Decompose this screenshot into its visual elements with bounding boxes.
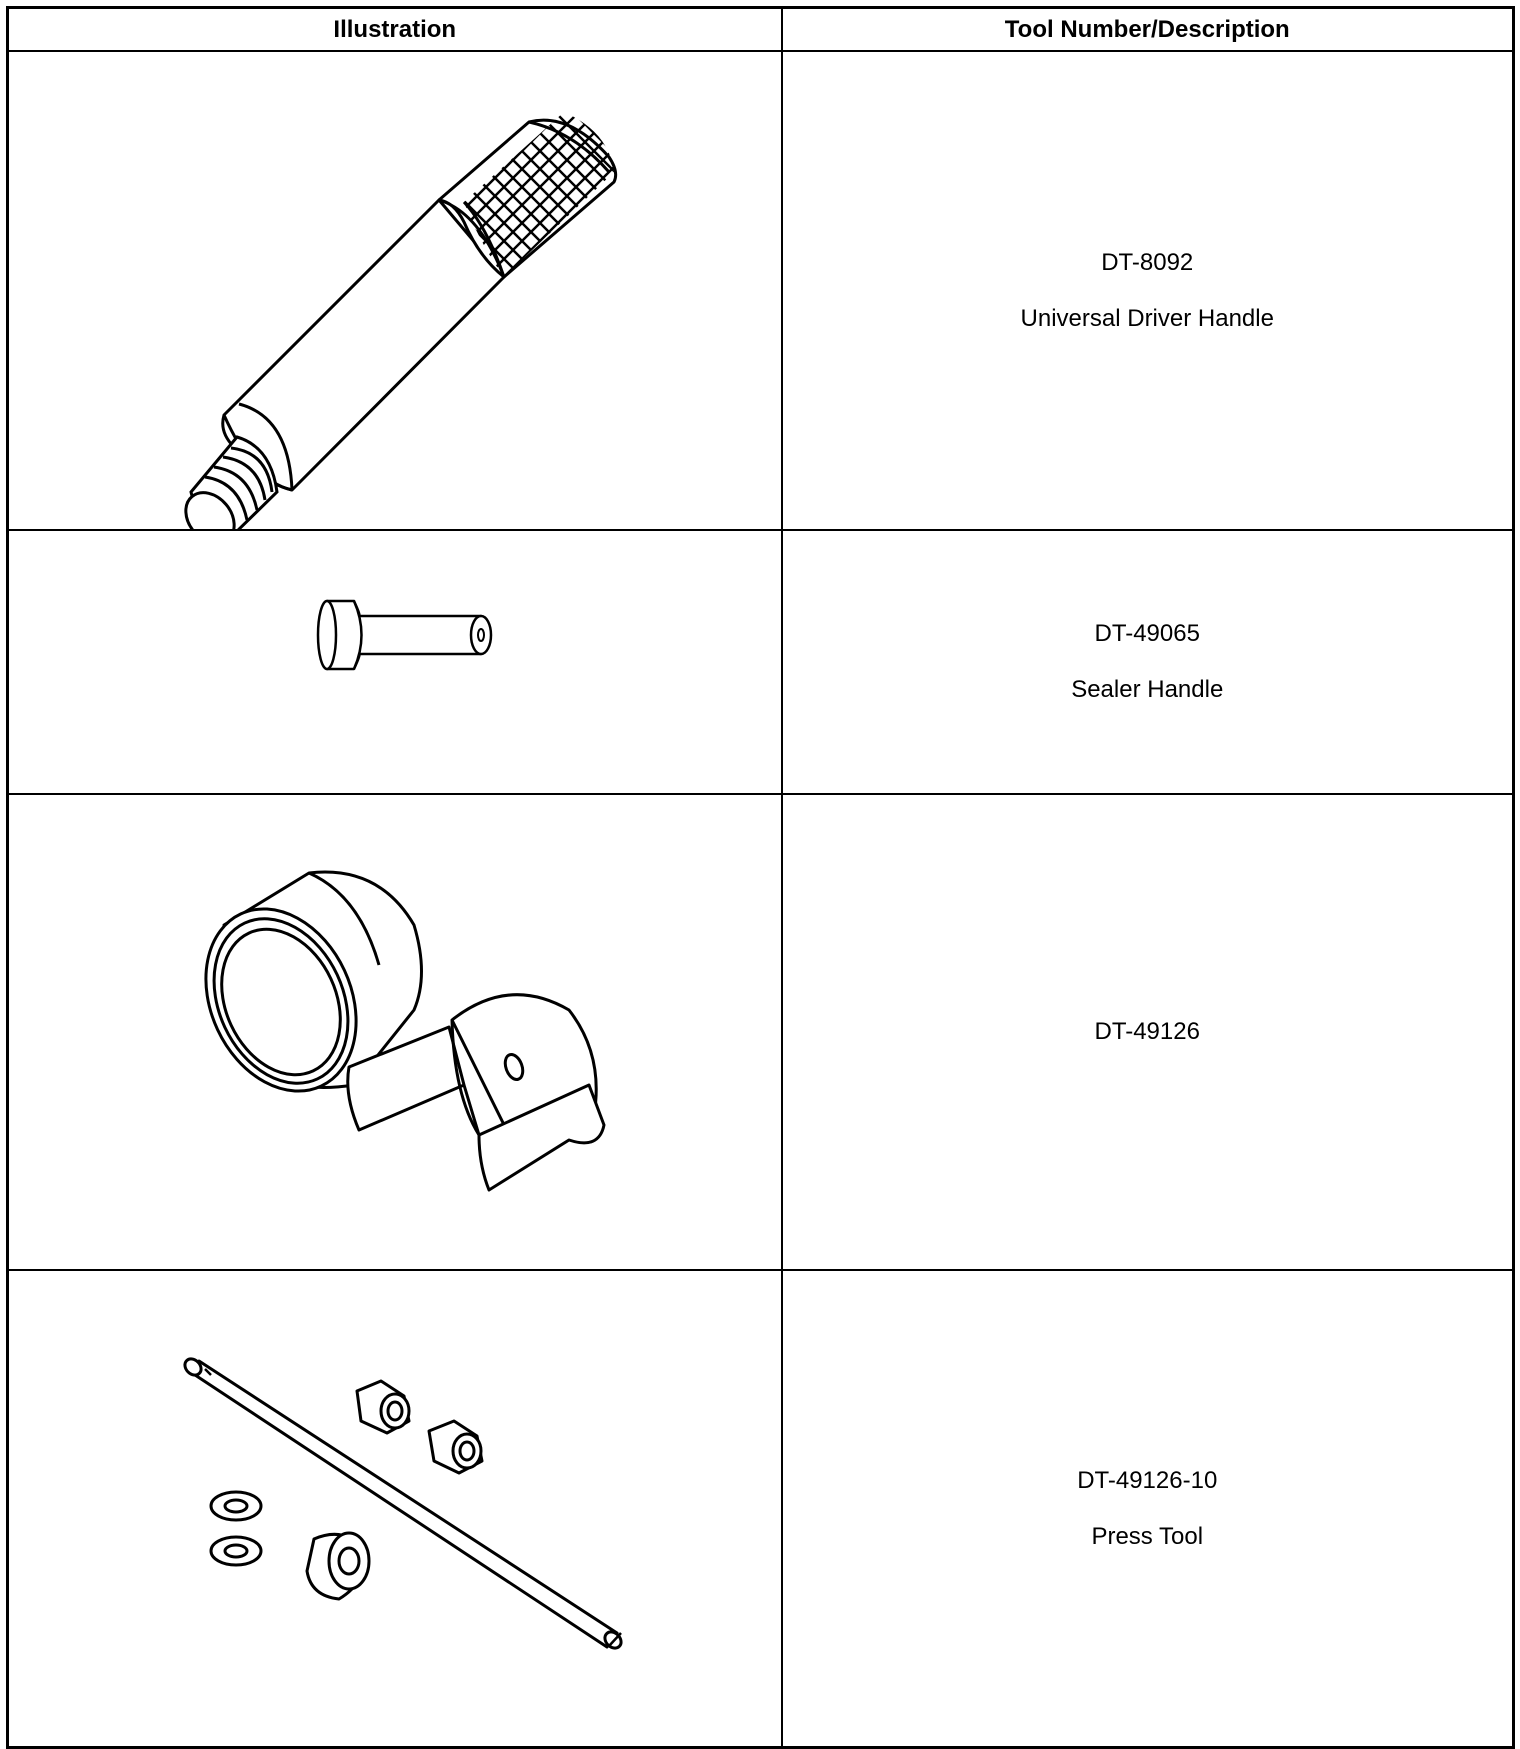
illustration-cell: [8, 1270, 782, 1748]
press-tool-illustration: [9, 1271, 783, 1746]
tool-description: Sealer Handle: [1071, 676, 1224, 703]
universal-driver-handle-illustration: [9, 52, 783, 529]
tool-number: DT-49065: [1094, 620, 1200, 647]
bushing-installer-illustration: [9, 795, 783, 1269]
sealer-handle-illustration: [9, 531, 783, 793]
illustration-cell: [8, 794, 782, 1270]
table-header-row: [8, 8, 1514, 52]
special-tools-table: [6, 6, 1515, 1749]
illustration-cell: [8, 51, 782, 530]
tool-description: Universal Driver Handle: [1020, 304, 1274, 332]
description-cell: [782, 51, 1514, 530]
description-cell: [782, 794, 1514, 1270]
tool-number: DT-8092: [1101, 248, 1194, 276]
header-tool-number-description: Tool Number/Description: [782, 8, 1514, 52]
description-cell: [782, 1270, 1514, 1748]
special-tools-document: [6, 6, 1512, 1735]
table-row: [8, 794, 1514, 1270]
illustration-cell: [8, 530, 782, 794]
table-row: [8, 530, 1514, 794]
table-row: [8, 1270, 1514, 1748]
tool-description: Press Tool: [1091, 1522, 1204, 1550]
description-cell: [782, 530, 1514, 794]
tool-number: DT-49126-10: [1077, 1466, 1218, 1494]
tool-number: DT-49126: [1094, 1018, 1200, 1045]
table-row: [8, 51, 1514, 530]
header-illustration: Illustration: [8, 8, 782, 52]
